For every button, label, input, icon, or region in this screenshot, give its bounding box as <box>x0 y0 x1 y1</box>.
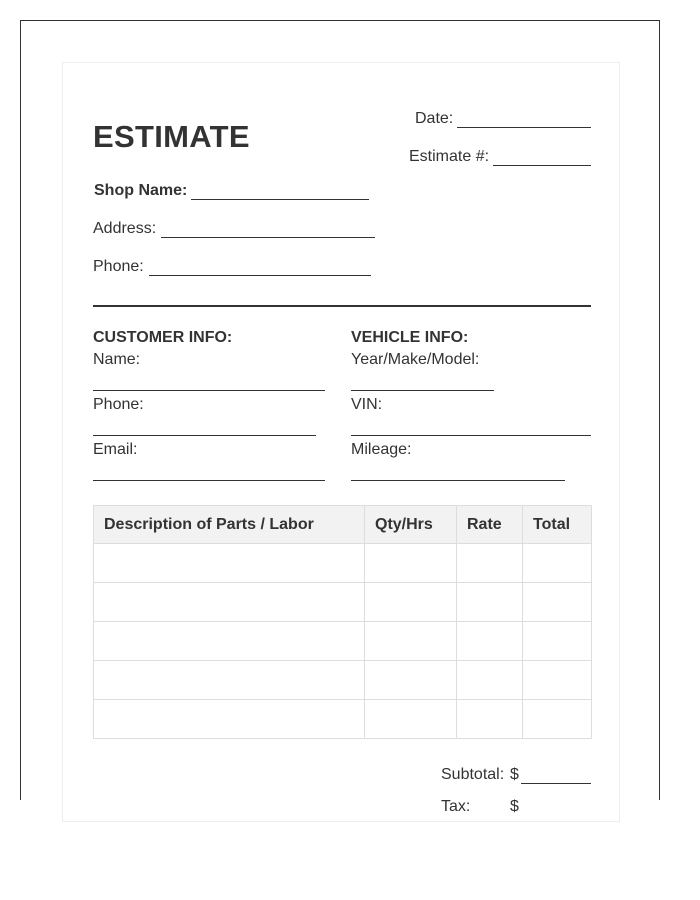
vehicle-mileage-field-line[interactable] <box>351 480 565 481</box>
parts-labor-table <box>93 505 592 739</box>
estimate-number-label: Estimate #: <box>409 148 490 165</box>
date-label: Date: <box>415 110 454 127</box>
table-cell[interactable] <box>94 661 365 700</box>
table-cell[interactable] <box>457 583 523 622</box>
customer-phone-label: Phone: <box>93 396 144 413</box>
vehicle-ymm-label: Year/Make/Model: <box>351 351 480 368</box>
shop-name-field-line[interactable] <box>191 199 369 200</box>
estimate-title: ESTIMATE <box>93 119 250 154</box>
column-header-description: Description of Parts / Labor <box>94 506 365 544</box>
customer-email-label: Email: <box>93 441 138 458</box>
table-cell[interactable] <box>457 700 523 739</box>
table-cell[interactable] <box>457 661 523 700</box>
column-header-rate: Rate <box>457 506 523 544</box>
customer-phone-field-line[interactable] <box>93 435 316 436</box>
table-cell[interactable] <box>365 583 457 622</box>
estimate-number-field-line[interactable] <box>493 165 591 166</box>
tax-currency: $ <box>510 798 519 815</box>
table-row <box>94 544 592 583</box>
table-cell[interactable] <box>365 661 457 700</box>
table-header-row <box>94 506 592 544</box>
table-cell[interactable] <box>457 544 523 583</box>
customer-info-heading: CUSTOMER INFO: <box>93 329 233 346</box>
table-cell[interactable] <box>457 622 523 661</box>
tax-label: Tax: <box>441 798 471 815</box>
vehicle-mileage-label: Mileage: <box>351 441 412 458</box>
shop-address-field-line[interactable] <box>161 237 375 238</box>
table-row <box>94 583 592 622</box>
shop-address-label: Address: <box>93 220 157 237</box>
column-header-total: Total <box>523 506 592 544</box>
table-cell[interactable] <box>94 622 365 661</box>
table-cell[interactable] <box>365 544 457 583</box>
table-cell[interactable] <box>523 583 592 622</box>
table-row <box>94 622 592 661</box>
page-frame <box>20 20 660 815</box>
table-cell[interactable] <box>523 622 592 661</box>
shop-phone-field-line[interactable] <box>149 275 371 276</box>
subtotal-label: Subtotal: <box>441 766 505 783</box>
table-cell[interactable] <box>365 622 457 661</box>
vehicle-info-heading: VEHICLE INFO: <box>351 329 469 346</box>
section-divider <box>93 305 591 307</box>
date-field-line[interactable] <box>457 127 591 128</box>
vehicle-vin-field-line[interactable] <box>351 435 591 436</box>
customer-email-field-line[interactable] <box>93 480 325 481</box>
subtotal-field-line[interactable] <box>521 783 591 784</box>
vehicle-vin-label: VIN: <box>351 396 383 413</box>
shop-phone-label: Phone: <box>93 258 144 275</box>
table-cell[interactable] <box>365 700 457 739</box>
customer-name-label: Name: <box>93 351 141 368</box>
table-cell[interactable] <box>523 700 592 739</box>
customer-name-field-line[interactable] <box>93 390 325 391</box>
table-cell[interactable] <box>523 544 592 583</box>
table-row <box>94 661 592 700</box>
vehicle-ymm-field-line[interactable] <box>351 390 494 391</box>
estimate-sheet <box>62 62 620 822</box>
table-cell[interactable] <box>94 544 365 583</box>
column-header-qty-hrs: Qty/Hrs <box>365 506 457 544</box>
table-row <box>94 700 592 739</box>
table-cell[interactable] <box>523 661 592 700</box>
subtotal-currency: $ <box>510 766 519 783</box>
table-cell[interactable] <box>94 583 365 622</box>
table-cell[interactable] <box>94 700 365 739</box>
shop-name-label: Shop Name: <box>94 182 188 199</box>
